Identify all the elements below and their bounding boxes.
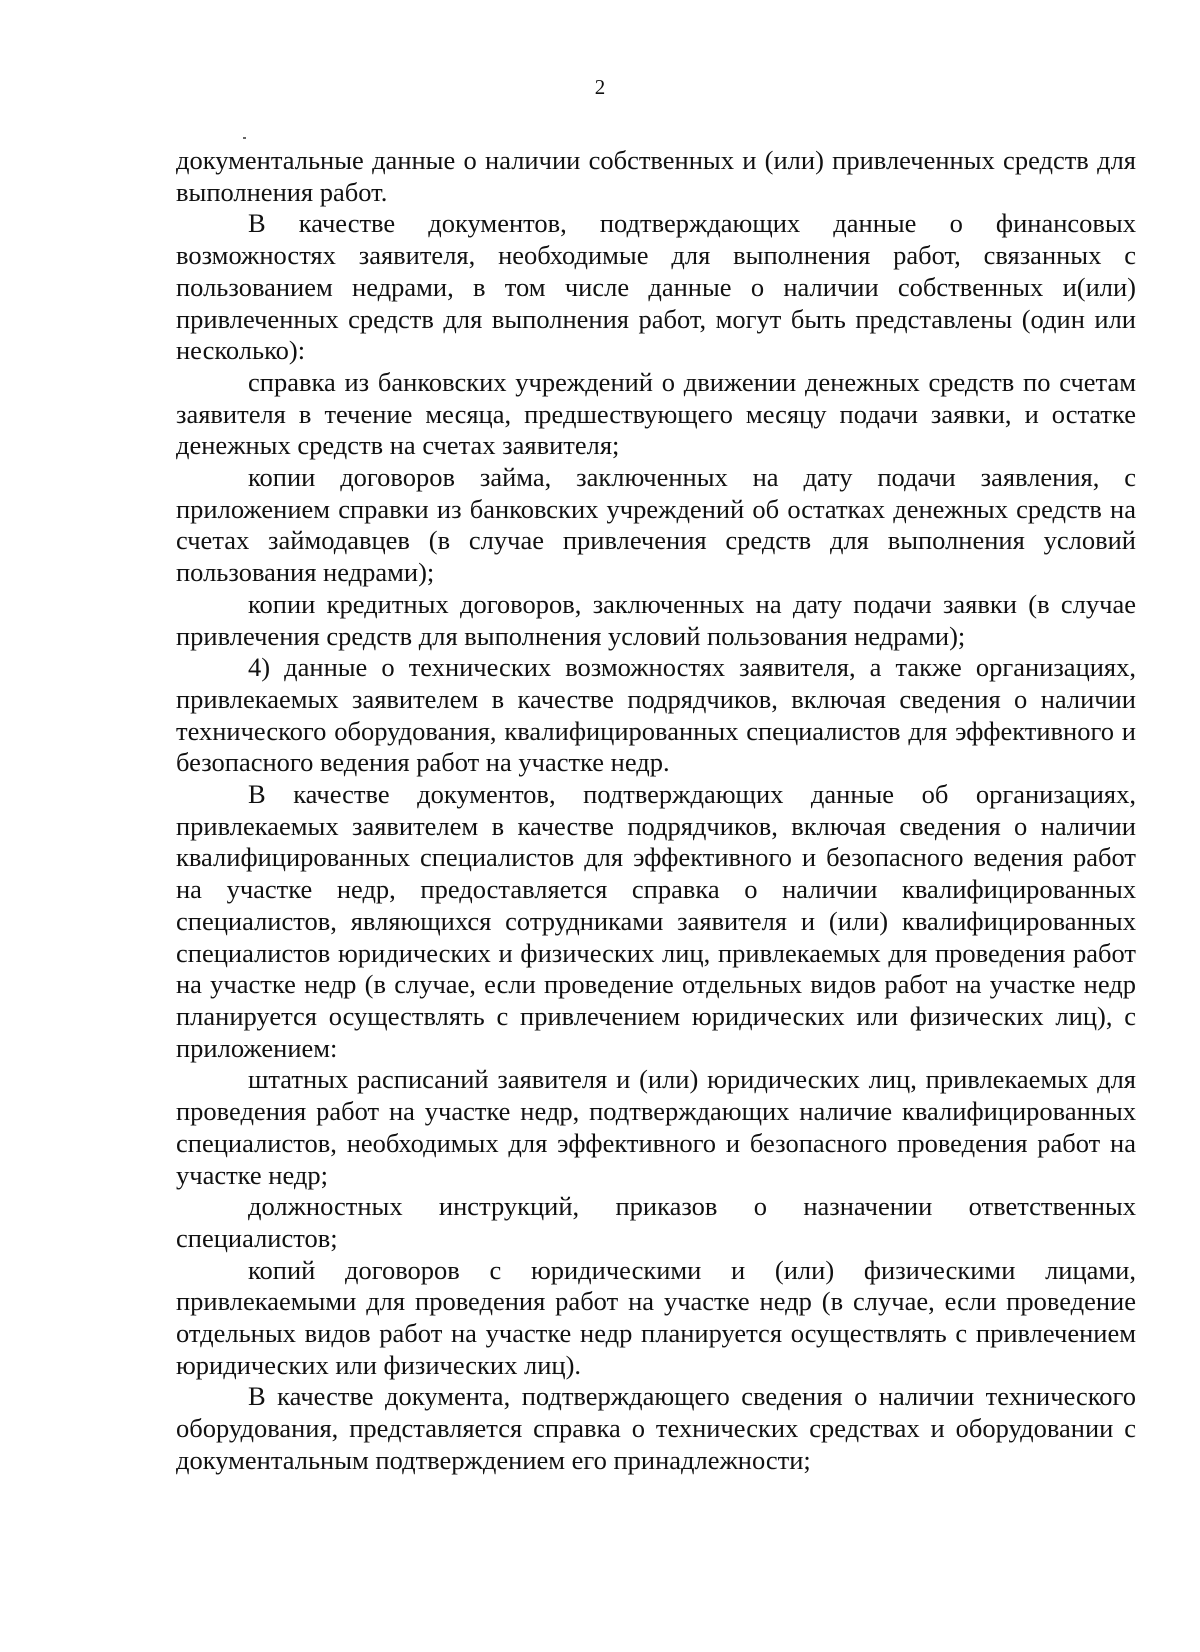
paragraph-financial-documents: В качестве документов, подтверждающих данные о финансовых возможностях заявителя, необходимые для выполнения работ, связанных с пользованием недрами, в том числе данные о наличии собственных и(или) привлеченных средств для выполнения работ, могут быть представлены (один или несколько): xyxy=(176,208,1136,366)
list-item-job-instructions: должностных инструкций, приказов о назначении ответственных специалистов; xyxy=(176,1191,1136,1253)
paragraph-continuation: документальные данные о наличии собственных и (или) привлеченных средств для выполнения работ. xyxy=(176,145,1136,207)
list-item-credit-agreements: копии кредитных договоров, заключенных на дату подачи заявки (в случае привлечения средств для выполнения условий пользования недрами); xyxy=(176,588,1136,651)
paragraph-equipment-documents: В качестве документа, подтверждающего сведения о наличии технического оборудования, представляется справка о технических средствах и оборудовании с документальным подтверждением его принадлежности; xyxy=(176,1381,1136,1475)
document-body xyxy=(176,145,1136,1477)
list-item-bank-statement: справка из банковских учреждений о движении денежных средств по счетам заявителя в течение месяца, предшествующего месяцу подачи заявки, и остатке денежных средств на счетах заявителя; xyxy=(176,366,1136,461)
list-item-staff-schedules: штатных расписаний заявителя и (или) юридических лиц, привлекаемых для проведения работ на участке недр, подтверждающих наличие квалифицированных специалистов, необходимых для эффективного и безопасного проведения работ на участке недр; xyxy=(176,1064,1136,1190)
scan-speck xyxy=(243,137,246,139)
paragraph-contractor-documents: В качестве документов, подтверждающих данные об организациях, привлекаемых заявителем в качестве подрядчиков, включая сведения о наличии квалифицированных специалистов для эффективного и безопасного ведения работ на участке недр, предоставляется справка о наличии квалифицированных специалистов, являющихся сотрудниками заявителя и (или) квалифицированных специалистов юридических и физических лиц, привлекаемых для проведения работ на участке недр (в случае, если проведение отдельных видов работ на участке недр планируется осуществлять с привлечением юридических или физических лиц), с приложением: xyxy=(176,779,1136,1063)
list-item-loan-agreements: копии договоров займа, заключенных на дату подачи заявления, с приложением справки из банковских учреждений об остатках денежных средств на счетах займодавцев (в случае привлечения средств для выполнения условий пользования недрами); xyxy=(176,462,1136,588)
page-number: 2 xyxy=(594,75,606,99)
paragraph-technical-capabilities: 4) данные о технических возможностях заявителя, а также организациях, привлекаемых заявителем в качестве подрядчиков, включая сведения о наличии технического оборудования, квалифицированных специалистов для эффективного и безопасного ведения работ на участке недр. xyxy=(176,652,1136,778)
list-item-contract-copies: копий договоров с юридическими и (или) физическими лицами, привлекаемыми для проведения работ на участке недр (в случае, если проведение отдельных видов работ на участке недр планируется осуществлять с привлечением юридических или физических лиц). xyxy=(176,1254,1136,1380)
